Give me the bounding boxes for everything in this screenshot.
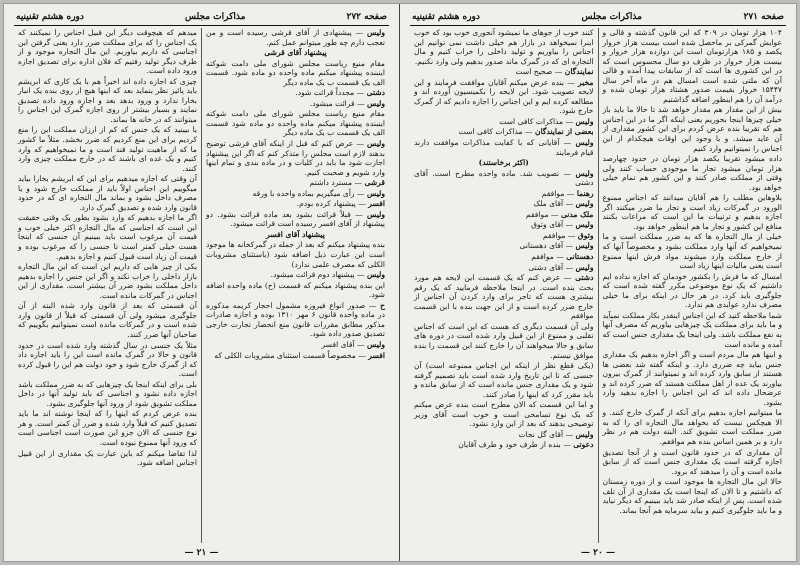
- paragraph: آن وقتی که اجازه میدهیم برای این که ابریشم بخارا بیاید میگوییم این اجناس اولاً باید از مملکت خارج شود و یا مصرف داخل بشود و بماند مال التجاره ای که در حدود قانون وارد شده و تصدیق گمرک دارد.: [18, 174, 197, 212]
- speaker-name: ولیس: [367, 188, 385, 198]
- paragraph: و اما این قسمت که الان مطرح است بنده عرض میکنم که یک نوع تسامحی است و خوب است آقای وزیر توضیحی بدهند که بعد از این وارد نشود.: [414, 400, 594, 429]
- right-page-header: [410, 10, 786, 26]
- paragraph: شما ملاحظه کنید که این اجناس اینقدر بکار مملکت نمیآید و ما باید برای مملکت یک چیزهایی بیاوریم که مصرف آنها به نفع مملکت باشد. ولی اینجا یک مقداری جنس است که آمده و مانده است: [602, 310, 782, 349]
- speaker-name: ولیس: [575, 429, 594, 439]
- paragraph: میدهم که هیچوقت دیگر این قبیل اجناس را نمیکنند که یک اجناس را که برای مملکت ضرر دارد یعنی گرفتن این اجناسی که داریم بیاوریم. این مال التجاره موجود و از طرف دیگر تولید رفتیم که فلان اداره برای تصدیق اجازه ورود داده است.: [18, 28, 197, 76]
- paragraph: مخبر — بنده عرض میکنم آقایان موافقت فرمایند و این لایحه تصویب شود. این لایحه را بکمیسیون آورده اند و مطالعه کرده ایم و این اجناس را اجازه دادیم که از گمرک خارج شود.: [414, 77, 594, 116]
- paragraph: حالا این مال التجاره ها موجود است و از دوره زمستان که داشتیم و تا الان که اینجا است یک مقداری از آن تلف شده است. پس از اینکه صادر شد باید ببینیم که دیگر نیاید و ما باید جلوگیری کنیم و بیاید سرمایه هم آنجا بماند.: [602, 477, 782, 515]
- left-page-header: [14, 10, 389, 26]
- paragraph: آن قسمتی که بعد از قانون وارد شده البته از آن جلوگیری میشود ولی آن قسمتی که قبلاً از قانون وارد شده است و در گمرکات مانده است نمیتوانیم بگوییم که صاحبان آنها ضرر کنند.: [18, 301, 197, 339]
- paragraph: نمایندگان — صحیح است: [515, 67, 594, 77]
- paragraph: مقام منیع ریاست مجلس شورای ملی دامت شوکته اینبنده پیشنهاد میکنم ماده واحده دو ماده شود قسمت الف یک قسمت ب یک ماده دیگر: [206, 109, 385, 138]
- text-column: [202, 28, 389, 543]
- page-number: صفحه ۲۷۲: [346, 12, 387, 22]
- paragraph: اگر ما اجازه بدهیم که وارد بشود بطور یک وقتی حقیقت این است که اجناسی که مال التجاره اکثر خیلی خوب و قیمت آن مرغوب است باید ببینیم آن جنسی که اینجا هست خیلی کمتر است تا جنسی را که مرغوب بوده و قیمت آن زیاد است قبول کنیم و اجازه بدهیم.: [18, 213, 197, 261]
- text-column: [410, 28, 599, 543]
- paragraph: قرشی — مسترد داشتم: [309, 178, 385, 188]
- speaker-name: بعضی از نمایندگان: [535, 127, 594, 137]
- speaker-name: ولیس: [575, 220, 594, 230]
- speaker-name: ولیس: [367, 339, 385, 349]
- right-page-columns: [410, 28, 786, 543]
- right-page: [400, 4, 796, 561]
- speaker-name: افسر: [368, 350, 385, 360]
- paragraph: ولیس — آقای وثوق: [531, 220, 594, 230]
- paragraph: (یکی قطع نظر از اینکه این اجناس ممنوعه است) آن جنسی که تا این تاریخ وارد شده است باید تصمیم گرفته شود و یک مقداری جنس مانده است که از سابق مانده و باید مقرر کرد که اینها را صادر کنند.: [414, 361, 594, 399]
- journal-title: مذاکرات مجلس: [581, 12, 642, 22]
- speaker-name: افسر: [368, 199, 385, 209]
- paragraph: و اینها هم مال مردم است و اگر اجازه بدهیم یک مقداری جنس بیاید چه ضرری دارد. و اینکه گفته شد بعضی ها هستند از سابق وارد کرده اند و نمیتوانند از گمرک بیرون بیاورند یک عده از اهل مملکت هستند که ضرر کرده اند و عرضحال داده اند که این اجناس را اجازه بدهید وارد بشود.: [602, 350, 782, 407]
- speaker-name: ولیس: [367, 209, 385, 219]
- left-page: [4, 4, 400, 561]
- paragraph: افسر — مخصوصاً قسمت استثنای مشروبات الکلی که: [214, 350, 385, 360]
- document-spread: [4, 4, 796, 561]
- paragraph: وثوق — موافقم: [542, 230, 594, 240]
- paragraph: دعوتی — بنده از طرف خود و طرف آقایان: [458, 440, 594, 450]
- speaker-name: ولیس: [367, 270, 385, 280]
- paragraph: دهستانی — موافقم: [531, 252, 594, 262]
- speaker-name: دهستانی: [566, 252, 594, 262]
- paragraph: ولیس — قبلاً قرائت بشود بعد ماده قرائت بشود. دو پیشنهاد از آقای افسر رسیده است قرائت میشود.: [206, 209, 385, 229]
- paragraph: (اکثر برخاستند): [478, 158, 529, 168]
- paragraph: ولیس — پیشنهاد دوم قرائت میشود.: [270, 270, 385, 280]
- paragraph: یا بیینید که یک جنس که کم از ارزان مملکت این را منع کردیم برای این منع کردیم که ضرر بخشد. مثلاً ما کشور ما که از ماهیت تولید قند است و ما نمیخواهیم که وارد کنیم و یک عده ای باشند که در خارج مملکت چیزی وارد کنند.: [18, 125, 197, 173]
- speaker-name: مخبر: [578, 77, 594, 87]
- speaker-name: ولیس: [575, 168, 594, 178]
- paragraph: ولیس — آقای افسر: [321, 339, 385, 349]
- paragraph: مثلاً یک جنسی در سال گذشته وارد شده است در حدود قانون و حالا در گمرک مانده است این را باید اجازه داد که از گمرک خارج شود و خود دولت هم این را قبول کرده است.: [18, 340, 197, 379]
- paragraph: ولیس — تصویب شد. ماده واحده مطرح است. آقای دشتی: [414, 168, 594, 188]
- paragraph: دشتی — مجدداً قرائت شود.: [295, 88, 385, 98]
- paragraph: ۱۰۴ هزار تومان در ۳۰۹ که این قانون گذشته و قالی و عوایش گمرکی بر ماحصل شده است بیست هزار خروار یکصد و ۱۸۵ هزارتومان است این دوازده هزار خروار و بیست هزار خروار در ظرف دو سال محسوس است که در این کشوری ها است که از سابقات پیدا آمده و قالی آن که ملتی شده است امسال هم در ماه آخر سال ۱۵۴۴۷ خروار بقیمت صدور هشتاد هزار تومان شده و درآمد آن را هم اینطور اضافه گذاشتیم: [602, 28, 783, 104]
- paragraph: بعضی از نمایندگان — مذاکرات کافی است: [458, 127, 594, 137]
- speaker-name: ولیس: [575, 138, 594, 148]
- text-column: [599, 28, 787, 543]
- paragraph: خیلی از مال التجاره ها که به ضرر مملکت است و ما نمیخواهیم که آنها وارد مملکت بشود و مخصوصاً آنها که از خارج مملکت وارد میشوند مواد فرش اینها ممنوع است یعنی مالیات اینها زیاد است: [602, 232, 782, 271]
- paragraph: این بنده پیشنهاد میکنم که قسمت (ح) ماده واحده اضافه شود.: [206, 280, 385, 300]
- speaker-name: ولیس: [575, 116, 594, 126]
- journal-title: مذاکرات مجلس: [184, 12, 246, 22]
- page-footer: — ۲۱ —: [184, 548, 219, 558]
- paragraph: داده میشود تقریبا یکصد هزار تومان در حدود چهارصد هزار تومان میشود تجار ما موجودی حساب کنند ولی وقتی از مملکت صادر کنند و این کشور هم تمام خیلی خواهد بود.: [602, 154, 782, 192]
- paragraph: پیشنهاد آقای افسر: [266, 229, 325, 239]
- paragraph: ولیس — آقای دهستانی: [519, 241, 594, 251]
- paragraph: امسال که ما فرش را بکشور خودمان که اجازه نداده ایم داشتیم که یک نوع موضوعی مکرر گفته شده است که جلوگیری باید کرد. در هر حال در اینکه برای ما خیلی مصرف ندارد عوایدی هم ندارد.: [602, 271, 782, 310]
- speaker-name: ولیس: [575, 262, 594, 272]
- speaker-name: ح: [380, 300, 385, 310]
- paragraph: بلی برای اینکه اینجا یک چیزهایی که به ضرر مملکت باشد اجازه داده نشود و اجناسی که باید تولید آنها در داخل مملکت تشویق شود از ورود آنها جلوگیری بشود.: [18, 379, 197, 408]
- paragraph: کنند خوب از جوهای ما نمیشود آنجوری خوب بود که خوب اینرا نمیخواهد در بازار هم خیلی داشت نمی توانیم این اجناس را بیاوریم و تولید داخلی را خراب کنیم و مال التجاره ای که در گمرک ماند صدور بدهیم ولی وارد نکنیم.: [414, 28, 594, 66]
- session-period: دوره هشتم تقنینیه: [16, 12, 84, 22]
- speaker-name: ولیس: [367, 139, 385, 149]
- speaker-name: دشتی: [366, 88, 385, 98]
- paragraph: ولیس — آقایانی که با کفایت مذاکرات موافقت دارند قیام فرمایند: [414, 138, 594, 157]
- speaker-name: وثوق: [577, 230, 594, 240]
- paragraph: ولیس — مذاکرات کافی است: [499, 116, 594, 126]
- paragraph: ولیس — آقای دشتی: [528, 262, 594, 272]
- speaker-name: دعوتی: [573, 440, 594, 450]
- text-column: [14, 28, 202, 543]
- paragraph: ملک مدنی — موافقم: [525, 209, 594, 219]
- paragraph: بلاوهاین مطلب را هم آقایان میدانند که اجناس ممنوع الورود در گمرکات زیاد است و تجار ما ضرر میکنند اگر اجازه بدهیم و ترتیبات ما این است که مراعات بکنند منافع این کشور و تجار ما هم اینطور خواهد بود.: [602, 193, 782, 231]
- paragraph: بیش از این مقدار هم مقدار خواهد شد تا حالا ما باید باز خیلی چیزها اینجا بخوریم یعنی اینکه اگر ما در این اجناس هم که تقریبا بنده عرض کردم برای این کشور مقداری از آن عاید میشد. و با وجود این اوقات هیچکدام از این اجناس را نمیتوانیم وارد کنیم: [602, 105, 782, 153]
- paragraph: یکی از چیز هایی که داریم این است که این مال التجاره بازار داخلی را خراب نکند و اگر این جنس را اجازه بدهیم داخل مملکت بشود ضرر آن بیشتر است. مقداری از این اجناس در گمرکات مانده است.: [18, 262, 197, 300]
- speaker-name: قرشی: [364, 178, 385, 188]
- paragraph: رهنما — موافقم: [541, 188, 594, 198]
- page-footer: — ۲۰ —: [581, 548, 615, 558]
- paragraph: آن مقداری که در حدود قانون است و از آنجا تصدیق اجازه گرفته است یک مقداری جنس است که از سابق مانده است و آن را میدهند که برود.: [602, 447, 782, 476]
- paragraph: بنده عرض کردم که اینها را که اینجا نوشته اند ما باید تصدیق کنیم که قبلاً وارد شده و ضرر آن کمتر است. و هر نوع جنسی که الان جزو این صورت است اجناسی است که ورود آنها ممنوع نبوده است.: [18, 409, 197, 447]
- speaker-name: ولیس: [367, 98, 385, 108]
- speaker-name: ملک مدنی: [560, 209, 594, 219]
- speaker-name: ولیس: [575, 199, 594, 209]
- paragraph: ولیس — پیشنهادی از آقای قرشی رسیده است و من تعجب دارم چه طور میتوانم عمل کنم.: [206, 28, 385, 47]
- speaker-name: رهنما: [576, 188, 594, 198]
- paragraph: بنده پیشنهاد میکنم که بعد از جمله در گمرکخانه ها موجود است این عبارت ذیل اضافه شود (باستثنای مشروبات الکلی که مصرف علمی ندارد): [206, 240, 385, 269]
- speaker-name: دشتی: [575, 273, 594, 283]
- paragraph: ولیس — قرائت میشود.: [309, 98, 385, 108]
- speaker-name: ولیس: [575, 241, 594, 251]
- paragraph: ولیس — رأی میگیریم بماده واحده با ورقه: [252, 188, 385, 198]
- paragraph: ولیس — آقای ملک: [533, 199, 594, 209]
- paragraph: مقام منیع ریاست مجلس شورای ملی دامت شوکته اینبنده پیشنهاد میکنم ماده واحده دو ماده شود. قسمت الف یک قسمت ب یک ماده دیگر: [206, 58, 385, 87]
- page-number: صفحه ۲۷۱: [743, 12, 784, 22]
- paragraph: لذا تقاضا میکنم که باین عبارت یک مقداری از این قبیل اجناس اضافه شود.: [18, 448, 197, 468]
- paragraph: ما میتوانیم اجازه بدهیم برای آنکه از گمرک خارج کنند. و الا هیچکس نیست که بخواهد مال التجاره ای را که به ضرر مملکت است تشویق کند. البته دولت هم در نظر دارد و بر همین اساس بنده هم موافقم.: [602, 408, 782, 446]
- paragraph: چیزی که اجازه داده اند اخیراً هم با یک کاری که ابریشم باید پائیز نظر بنماید بعد که اینها هیچ از روی بنده یک انبار بخارا ندارد و ورود بدهد بعد و اجازه ورود داده تصدیق نمایند و بسیار بیشتر از روی اجازه گمرک این اجناس را میتوانند که در خانه ها بماند.: [18, 76, 197, 124]
- paragraph: ولیس — عرض کنم که قبل از اینکه آقای قرشی توضیح بدهند لازم است مجلس را متذکر کنم که اگر این پیشنهاد اجازت شود ما باید در کلیات و در ماده بندی و تمام اینها وارد شویم و صحبت کنیم.: [206, 139, 385, 177]
- paragraph: ولیس — آقای گل نجات: [518, 429, 594, 439]
- paragraph: پیشنهاد آقای قرشی: [264, 48, 327, 58]
- left-page-columns: [14, 28, 389, 543]
- paragraph: دشتی — عرض کنم که یک قسمت این لایحه هم مورد بحث بنده است. در اینجا ملاحظه فرمایید که یک رقم بیشتری هست که تاجر برای وارد کردن آن اجناس از خارج ضرر کرده است و از این جهت بنده با این قسمت موافقم: [414, 273, 594, 321]
- speaker-name: نمایندگان: [564, 67, 594, 77]
- paragraph: افسر — پیشنهاد کرده بودم.: [296, 199, 385, 209]
- speaker-name: ولیس: [367, 28, 385, 37]
- session-period: دوره هشتم تقنینیه: [412, 12, 480, 22]
- paragraph: ولی آن قسمت دیگری که هست که این است که اجناس تقلبی و ممنوع از این قبیل وارد شده است در دوره های سابق و حالا میخواهند آن را خارج کنند این قسمت را بنده موافق نیستم.: [414, 321, 594, 360]
- paragraph: ح — صدور انواع فیروزه مشمول احجار کریمه مذکوره در ماده واحده قانون ۶ مهر ۱۳۱۰ بوده و اجازه صادرات مذکور مطابق مقررات قانون منع انحصار تجارت خارجی تصدیق صدور داده شود.: [206, 300, 385, 339]
